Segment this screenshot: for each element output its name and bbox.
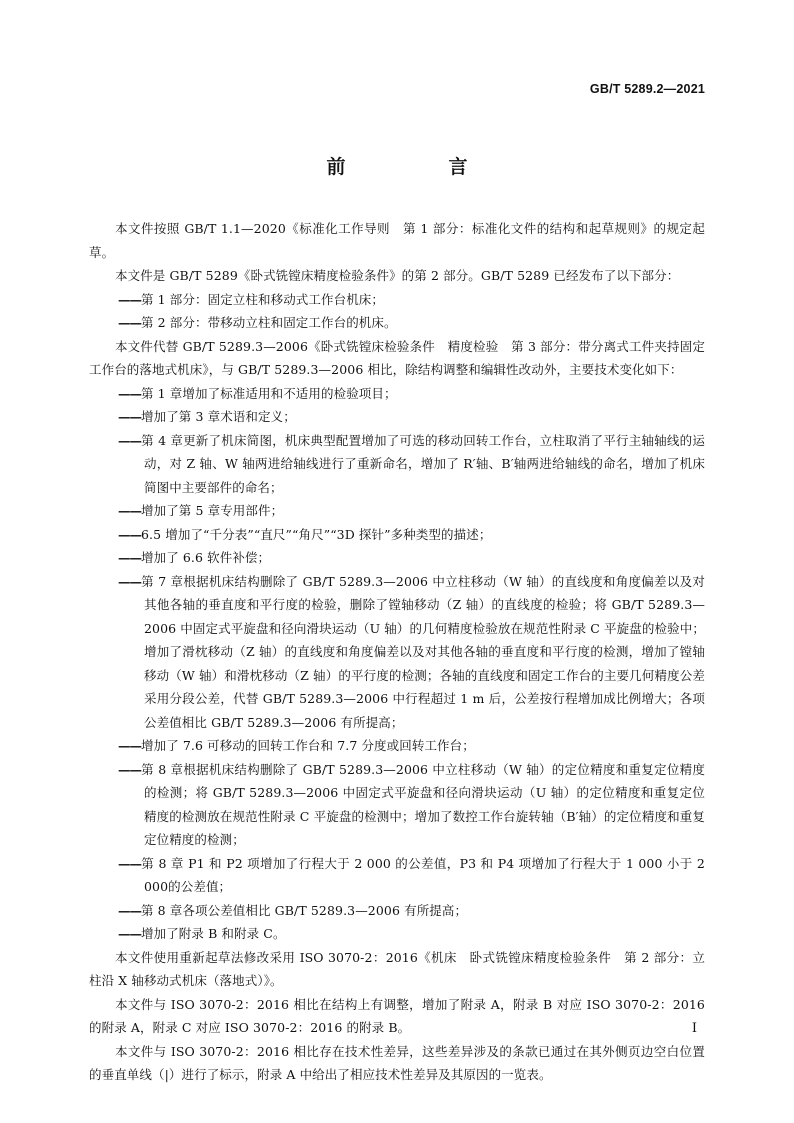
list-item: ——增加了第 5 章专用部件；: [118, 503, 284, 518]
list-item: ——6.5 增加了“千分表”“直尺”“角尺”“3D 探针”多种类型的描述；: [118, 526, 492, 542]
list-item: ——增加了 6.6 软件补偿；: [118, 550, 271, 565]
dash-marker: ——: [118, 855, 141, 871]
dash-marker: ——: [118, 573, 141, 589]
paragraph: 本文件是 GB/T 5289《卧式铣镗床精度检验条件》的第 2 部分。GB/T 5289 已经发布了以下部分：: [115, 268, 680, 283]
list-item: ——增加了第 3 章术语和定义；: [118, 409, 296, 424]
paragraph: 本文件使用重新起草法修改采用 ISO 3070-2：2016《机床 卧式铣镗床精度检验条件 第 2 部分：立柱沿 X 轴移动式机床（落地式）》。: [89, 949, 705, 988]
document-code: GB/T 5289.2—2021: [589, 82, 705, 96]
list-item: ——第 8 章根据机床结构删除了 GB/T 5289.3—2006 中立柱移动（W 轴）的定位精度和重复定位精度的检测；将 GB/T 5289.3—2006 中固定式平旋盘和径向滑块运动（U 轴）的定位精度和重复定位精度的检测放在规范性附录 C 平旋盘的检测中；增加了数控工作台旋转轴（B′轴）的定位精度和重复定位精度的检测；: [118, 761, 705, 847]
dash-marker: ——: [118, 526, 141, 542]
dash-marker: ——: [118, 550, 141, 565]
page-number: I: [691, 1021, 697, 1036]
dash-marker: ——: [118, 432, 141, 448]
dash-marker: ——: [118, 761, 141, 777]
dash-marker: ——: [118, 503, 141, 518]
list-item: ——增加了附录 B 和附录 C。: [118, 926, 286, 941]
paragraph: 本文件与 ISO 3070-2：2016 相比在结构上有调整，增加了附录 A，附录 B 对应 ISO 3070-2：2016 的附录 A，附录 C 对应 ISO 3070-2：2016 的附录 B。: [89, 996, 705, 1035]
page-title: 前 言: [326, 156, 510, 178]
dash-marker: ——: [118, 409, 141, 424]
dash-marker: ——: [118, 315, 141, 330]
list-item: ——第 2 部分：带移动立柱和固定工作台的机床。: [118, 315, 397, 330]
dash-marker: ——: [118, 902, 141, 918]
list-item: ——第 1 章增加了标准适用和不适用的检验项目；: [118, 385, 397, 401]
dash-marker: ——: [118, 926, 141, 941]
dash-marker: ——: [118, 738, 141, 753]
list-item: ——增加了 7.6 可移动的回转工作台和 7.7 分度或回转工作台；: [118, 738, 475, 753]
list-item: ——第 8 章各项公差值相比 GB/T 5289.3—2006 有所提高；: [118, 902, 468, 918]
dash-marker: ——: [118, 385, 141, 401]
foreword-body: [89, 217, 705, 1087]
paragraph: 本文件按照 GB/T 1.1—2020《标准化工作导则 第 1 部分：标准化文件的结构和起草规则》的规定起草。: [89, 221, 705, 260]
paragraph: 本文件与 ISO 3070-2：2016 相比存在技术性差异，这些差异涉及的条款已通过在其外侧页边空白位置的垂直单线（|）进行了标示，附录 A 中给出了相应技术性差异及其原因的一览表。: [89, 1043, 705, 1082]
list-item: ——第 7 章根据机床结构删除了 GB/T 5289.3—2006 中立柱移动（W 轴）的直线度和角度偏差以及对其他各轴的垂直度和平行度的检验，删除了镗轴移动（Z 轴）的直线度的检验；将 GB/T 5289.3—2006 中固定式平旋盘和径向滑块运动（U 轴）的几何精度检验放在规范性附录 C 平旋盘的检验中；增加了滑枕移动（Z 轴）的直线度和角度偏差以及对其他各轴的垂直度和平行度的检测，增加了镗轴移动（W 轴）和滑枕移动（Z 轴）的平行度的检测；各轴的直线度和固定工作台的主要几何精度公差采用分段公差，代替 GB/T 5289.3—2006 中行程超过 1 m 后，公差按行程增加成比例增大；各项公差值相比 GB/T 5289.3—2006 有所提高；: [118, 573, 705, 730]
list-item: ——第 4 章更新了机床简图，机床典型配置增加了可选的移动回转工作台，立柱取消了平行主轴轴线的运动，对 Z 轴、W 轴两进给轴线进行了重新命名，增加了 R′轴、B′轴两进给轴线的命名，增加了机床简图中主要部件的命名；: [118, 432, 705, 495]
dash-marker: ——: [118, 291, 141, 307]
paragraph: 本文件代替 GB/T 5289.3—2006《卧式铣镗床检验条件 精度检验 第 3 部分：带分离式工件夹持固定工作台的落地式机床》，与 GB/T 5289.3—2006 相比，除结构调整和编辑性改动外，主要技术变化如下：: [89, 338, 705, 377]
list-item: ——第 1 部分：固定立柱和移动式工作台机床；: [118, 291, 385, 307]
list-item: ——第 8 章 P1 和 P2 项增加了行程大于 2 000 的公差值，P3 和 P4 项增加了行程大于 1 000 小于 2 000的公差值；: [118, 855, 705, 894]
